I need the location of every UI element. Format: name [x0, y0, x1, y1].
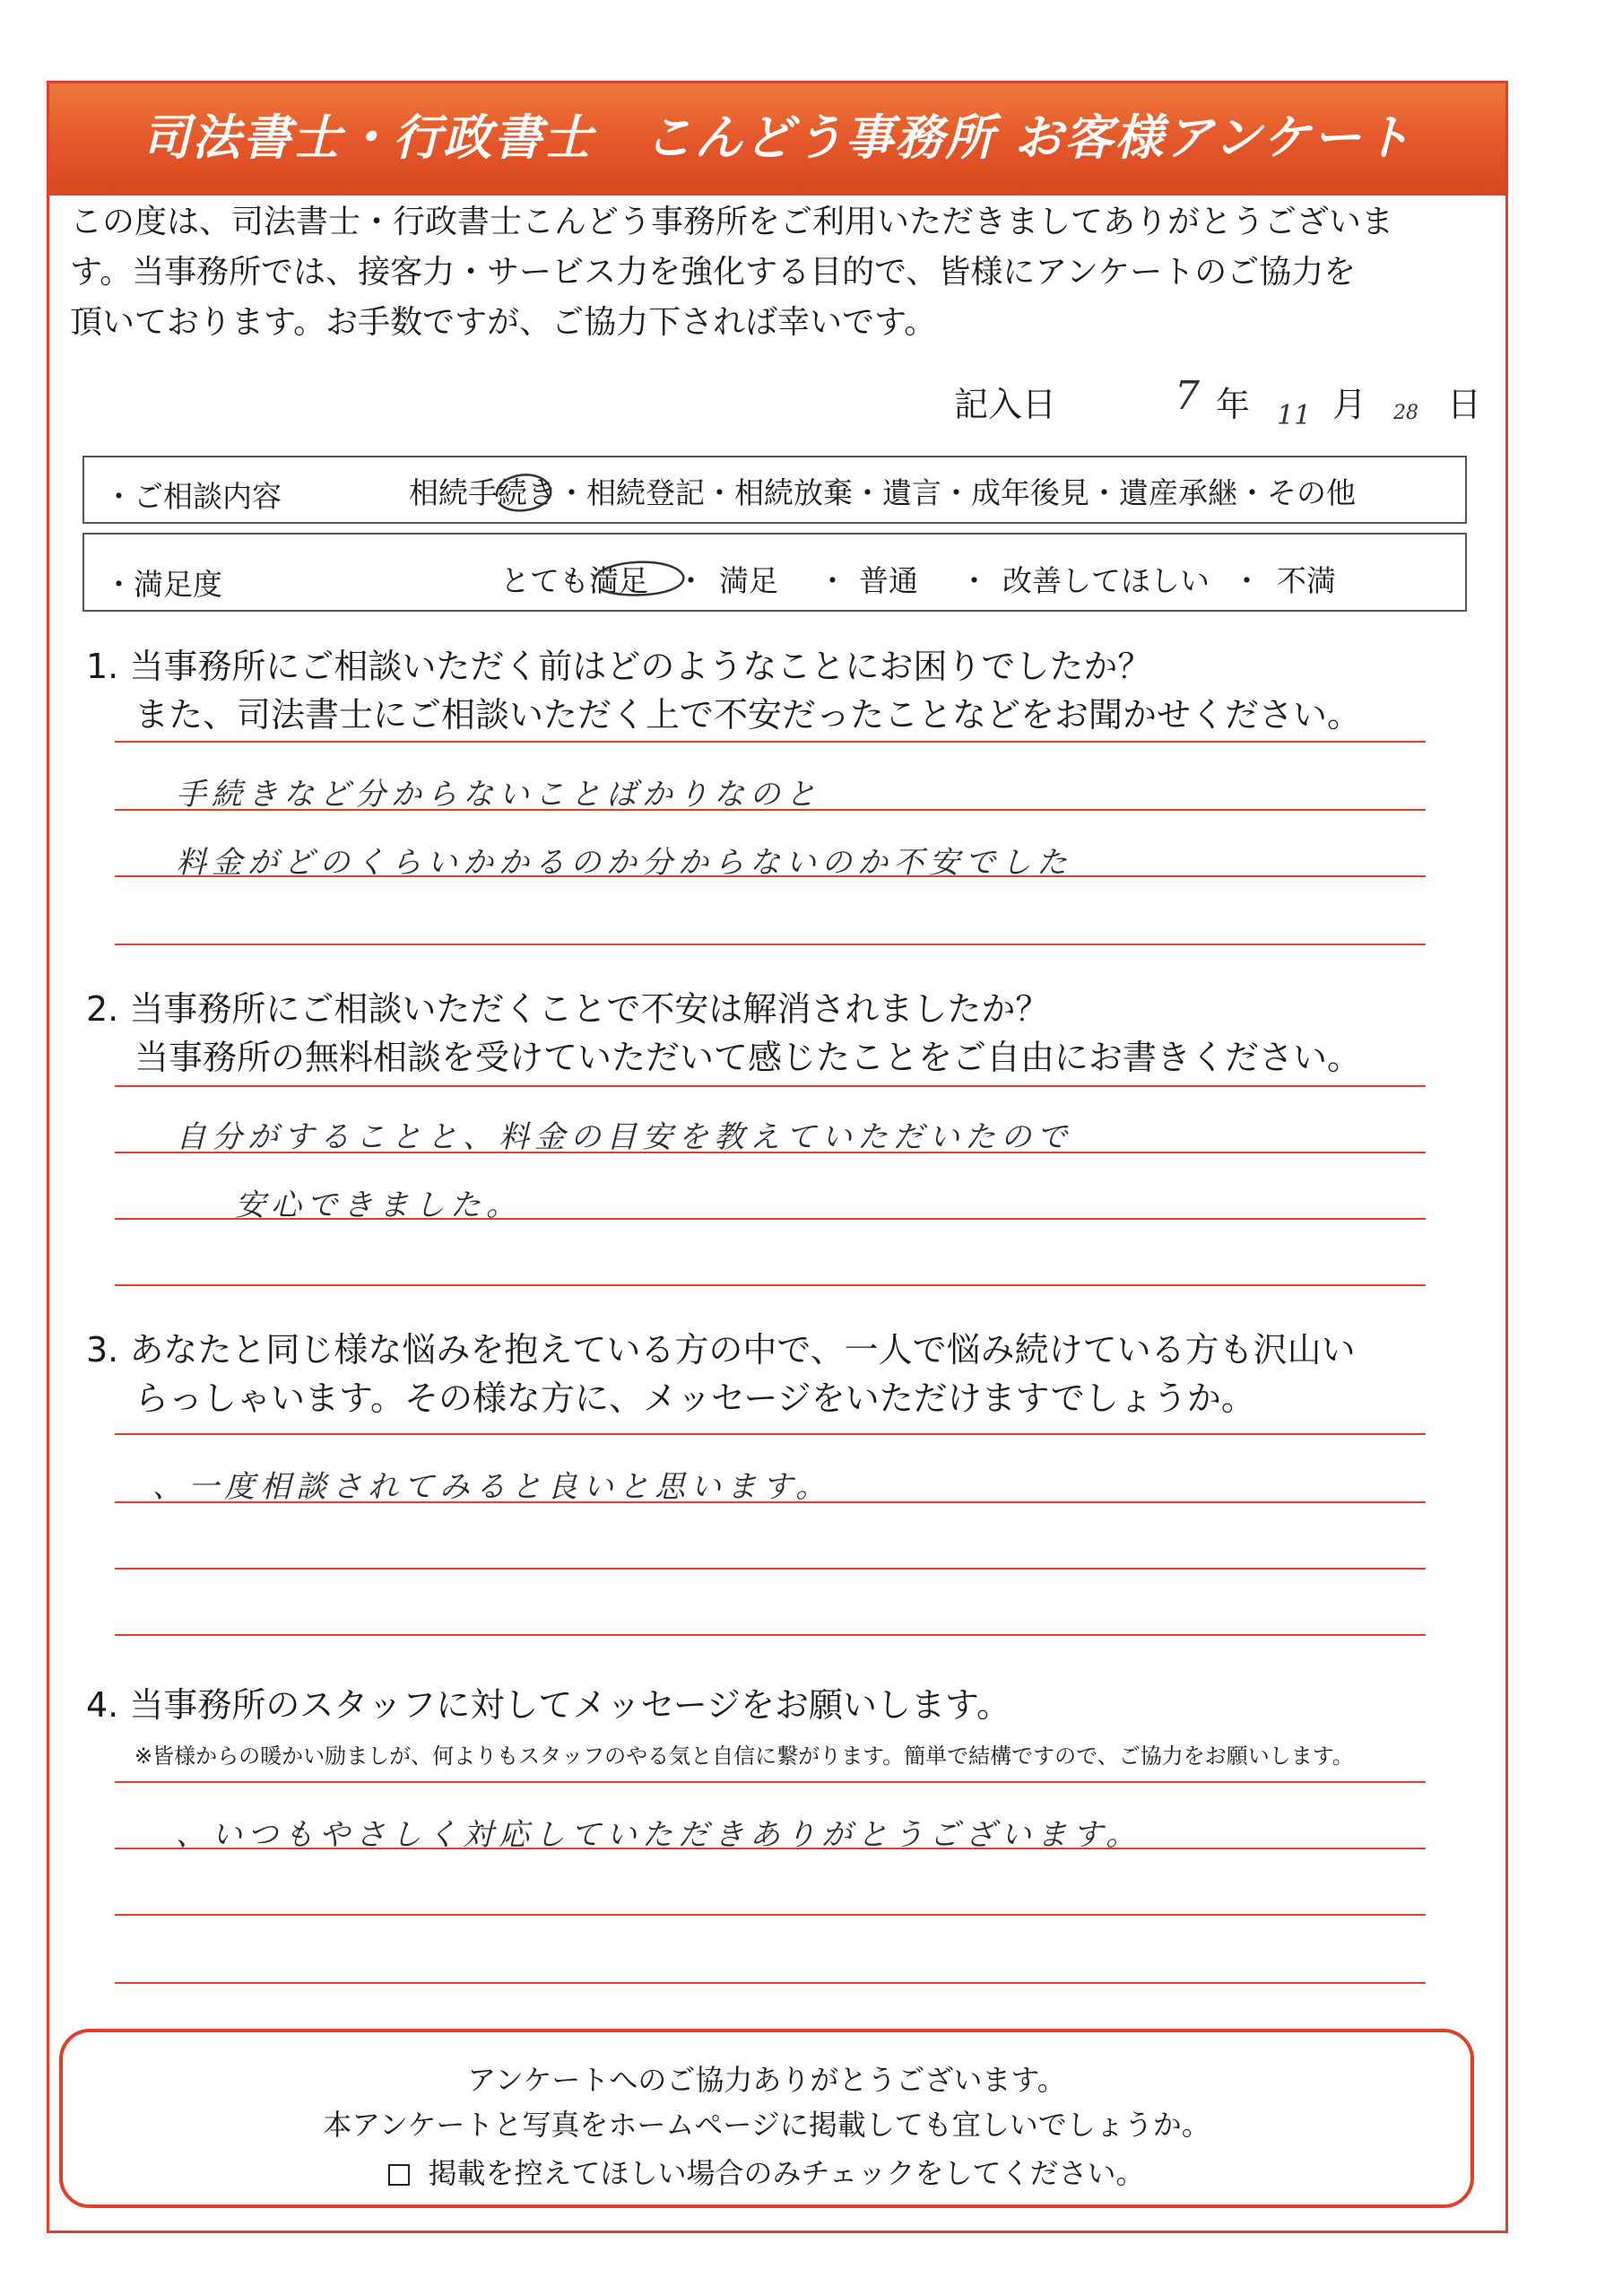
consultation-box: [82, 456, 1467, 524]
intro-text: [70, 197, 1496, 348]
consultation-label: ・ご相談内容: [104, 479, 282, 514]
selection-circle-mark: [490, 463, 558, 520]
question-1-answer[interactable]: 料金がどのくらいかかるのか分からないのか不安でした: [176, 845, 1072, 881]
satisfaction-separator: ・: [676, 563, 706, 598]
intro-line: この度は、司法書士・行政書士こんどう事務所をご利用いただきましてありがとうございま: [70, 204, 1394, 240]
question-3-title: [86, 1326, 1356, 1422]
satisfaction-separator: ・: [1232, 563, 1262, 598]
consultation-options[interactable]: 相続手続き・相続登記・相続放棄・遺言・成年後見・遺産承継・その他: [409, 475, 1356, 510]
satisfaction-box: [82, 533, 1467, 612]
selection-circle-mark: [585, 552, 692, 603]
date-day-value[interactable]: 28: [1393, 402, 1418, 424]
publication-consent-box: [59, 2029, 1474, 2208]
answer-line: [115, 1568, 1426, 1570]
survey-title: 司法書士・行政書士 こんどう事務所 お客様アンケート: [142, 109, 1413, 166]
answer-line: [115, 1781, 1426, 1783]
answer-line: [115, 741, 1426, 743]
question-line: 3. あなたと同じ様な悩みを抱えている方の中で、一人で悩み続けている方も沢山い: [86, 1330, 1356, 1370]
date-month-unit: 月: [1332, 385, 1367, 424]
footer-opt-out: [63, 2151, 1470, 2192]
satisfaction-option-normal[interactable]: 普通: [859, 563, 918, 598]
question-4-note: ※皆様からの暖かい励ましが、何よりもスタッフのやる気と自信に繋がります。簡単で結構ですので、ご協力をお願いします。: [134, 1744, 1354, 1769]
question-line: 当事務所の無料相談を受けていただいて感じたことをご自由にお書きください。: [134, 1038, 1362, 1077]
satisfaction-option-unsatisfied[interactable]: 不満: [1277, 563, 1336, 598]
date-year-value[interactable]: 7: [1175, 373, 1200, 419]
satisfaction-label: ・満足度: [104, 567, 222, 602]
question-1-title: [86, 642, 1361, 739]
date-day-unit: 日: [1447, 385, 1482, 424]
answer-line: [115, 1982, 1426, 1984]
answer-line: [115, 944, 1426, 945]
question-2-answer[interactable]: 自分がすることと、料金の目安を教えていただいたので: [176, 1119, 1072, 1155]
satisfaction-option-very-satisfied[interactable]: とても満足: [500, 563, 648, 598]
answer-line: [115, 1634, 1426, 1636]
question-1-answer[interactable]: 手続きなど分からないことばかりなのと: [176, 777, 821, 813]
satisfaction-separator: ・: [818, 563, 847, 598]
date-month-value[interactable]: 11: [1277, 400, 1312, 431]
intro-line: 頂いております。お手数ですが、ご協力下されば幸いです。: [70, 304, 937, 341]
date-label: 記入日: [954, 385, 1057, 424]
answer-line: [115, 1914, 1426, 1916]
answer-line: [115, 1284, 1426, 1286]
question-2-title: [86, 985, 1361, 1082]
question-2-answer[interactable]: 安心できました。: [235, 1187, 522, 1223]
opt-out-checkbox[interactable]: [388, 2164, 410, 2186]
question-line: 1. 当事務所にご相談いただく前はどのようなことにお困りでしたか？: [86, 647, 1152, 686]
satisfaction-option-needs-improvement[interactable]: 改善してほしい: [1002, 563, 1210, 598]
satisfaction-option-satisfied[interactable]: 満足: [719, 563, 778, 598]
opt-out-label: 掲載を控えてほしい場合のみチェックをしてください。: [428, 2156, 1145, 2190]
question-3-answer[interactable]: 、一度相談されてみると良いと思います。: [152, 1469, 832, 1505]
intro-line: す。当事務所では、接客力・サービス力を強化する目的で、皆様にアンケートのご協力を: [70, 254, 1357, 291]
question-line: らっしゃいます。その様な方に、メッセージをいただけますでしょうか。: [134, 1378, 1255, 1418]
answer-line: [115, 1433, 1426, 1435]
question-line: 2. 当事務所にご相談いただくことで不安は解消されましたか？: [86, 989, 1050, 1029]
question-line: また、司法書士にご相談いただく上で不安だったことなどをお聞かせください。: [134, 695, 1362, 735]
answer-line: [115, 1085, 1426, 1087]
date-year-unit: 年: [1216, 385, 1251, 424]
question-4-title: 4. 当事務所のスタッフに対してメッセージをお願いします。: [86, 1685, 1011, 1725]
footer-question: 本アンケートと写真をホームページに掲載しても宜しいでしょうか。: [323, 2108, 1210, 2142]
footer-thanks: アンケートへのご協力ありがとうございます。: [467, 2063, 1066, 2097]
satisfaction-separator: ・: [959, 563, 989, 598]
question-4-answer[interactable]: 、いつもやさしく対応していただきありがとうございます。: [176, 1817, 1142, 1853]
